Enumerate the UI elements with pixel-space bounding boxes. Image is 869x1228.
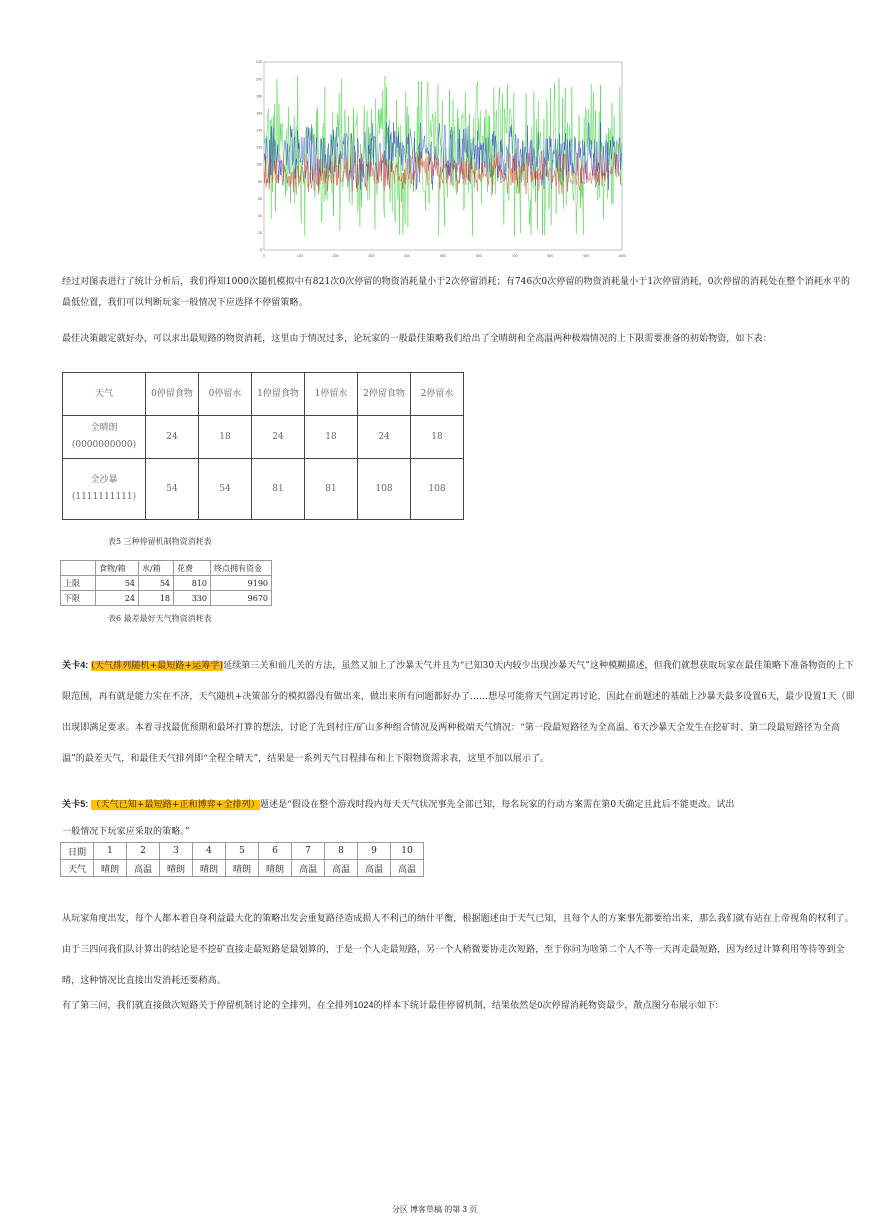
table5-caption: 表5 三种停留机制物资消耗表 [108, 537, 212, 546]
weather-cell: 晴朗 [94, 860, 127, 877]
page-footer: 分区 博客草稿 的第 3 页 [391, 1205, 478, 1214]
table-row-dates [61, 843, 424, 860]
header-cell: 花费 [174, 561, 211, 576]
header-cell: 水/箱 [139, 561, 174, 576]
date-cell: 3 [160, 843, 193, 860]
x-tick-label: 200 [332, 254, 339, 258]
row-label: 下限 [61, 591, 96, 606]
y-tick-label: 200 [256, 77, 262, 82]
y-tick-label: 40 [258, 214, 262, 219]
table-cell: 81 [305, 459, 358, 520]
table-cell: 54 [139, 576, 174, 591]
table-cell: 54 [146, 459, 199, 520]
weather-cell: 晴朗 [160, 860, 193, 877]
level-4-text: 延续第三关和前几关的方法，虽然又加上了沙暴天气并且为“已知30天内较少出现沙暴天气”这种模糊描述，但我们就想获取玩家在最佳策略下准备物资的上下限范围，再有就是能力实在不济，天气随机+决策部分的模拟器没有做出来，做出来所有问题都好办了……想尽可能将天气固定再讨论，因此在前题述的基础上沙暴天最多设置6天，最少设置1天（即出现即满足要求。本着寻找最优预期和最坏打算的想法，讨论了先到村庄/矿山多种组合情况及两种极端天气情况：“第一段最短路径为全高温、6天沙暴天全发生在挖矿时、第二段最短路径为全高温”的最差天气，和最佳天气排列即“全程全晴天”，结果是一系列天气日程排布和上下限物资需求表，这里不加以展示了。 [62, 661, 855, 764]
weather-cell: 高温 [292, 860, 325, 877]
chart-svg [254, 58, 628, 260]
level-4-label: 关卡4: [62, 660, 89, 670]
table-row-weather [61, 860, 424, 877]
table-row [63, 416, 464, 459]
table-cell: 18 [139, 591, 174, 606]
weather-cell: 晴朗 [259, 860, 292, 877]
date-cell: 8 [325, 843, 358, 860]
x-tick-label: 700 [511, 254, 518, 258]
weather-cell: 晴朗 [193, 860, 226, 877]
header-cell: 终点拥有资金 [211, 561, 272, 576]
weather-cell: 高温 [391, 860, 424, 877]
level-5-tag: （天气已知+最短路+正和博弈+全排列） [91, 800, 260, 810]
y-tick-label: 120 [256, 145, 262, 150]
table6-caption: 表6 最差最好天气物资消耗表 [108, 614, 212, 623]
table-cell: 18 [305, 416, 358, 459]
table-cell: 810 [174, 576, 211, 591]
row-label: 全晴朗 [90, 423, 118, 433]
table-row [61, 591, 272, 606]
table-header-row [63, 373, 464, 416]
header-cell: 1停留食物 [252, 373, 305, 416]
date-cell: 10 [391, 843, 424, 860]
table-weather-schedule [60, 842, 424, 877]
date-cell: 2 [127, 843, 160, 860]
paragraph-permutation: 有了第三问，我们就直接做次短路关于停留机制讨论的全排列，在全排列1024的样本下统计最佳停留机制，结果依然是0次停留消耗物资最少，散点图分布展示如下: [62, 1000, 719, 1010]
x-tick-label: 400 [404, 254, 411, 258]
x-tick-label: 900 [583, 254, 590, 258]
y-tick-label: 180 [256, 94, 262, 99]
x-tick-label: 1000 [618, 254, 626, 258]
weather-cell: 高温 [325, 860, 358, 877]
level-5-label: 关卡5: [62, 799, 89, 809]
table-cell: 9670 [211, 591, 272, 606]
paragraph-best-strategy: 最佳决策敲定就好办，可以求出最短路的物资消耗，这里由于情况过多，论玩家的一般最佳策略我们给出了全晴朗和全高温两种极端情况的上下限需要准备的初始物资，如下表： [62, 334, 772, 344]
table-header-row [61, 561, 272, 576]
date-cell: 6 [259, 843, 292, 860]
x-tick-label: 100 [296, 254, 303, 258]
table-cell: 18 [199, 416, 252, 459]
header-cell: 食物/箱 [96, 561, 139, 576]
table-cell: 330 [174, 591, 211, 606]
table-cell: 54 [199, 459, 252, 520]
paragraph-player-perspective: 从玩家角度出发，每个人都本着自身利益最大化的策略出发会重复路径造成损人不利己的纳什平衡，根据题述由于天气已知，且每个人的方案事先都要给出来，那么我们就有站在上帝视角的权利了。由于三四问我们队计算出的结论是不挖矿直接走最短路是最划算的，于是一个人走最短路，另一个人稍微要协走次短路，至于你问为啥第二个人不等一天再走最短路，因为经过计算利用等待等到全晴，这种情况比直接出发消耗还要稍高。 [62, 914, 854, 986]
table-cell: 24 [96, 591, 139, 606]
row-label-cell [63, 416, 146, 459]
table-cell: 108 [411, 459, 464, 520]
table-cell: 54 [96, 576, 139, 591]
y-tick-label: 60 [258, 196, 262, 201]
header-cell: 2停留水 [411, 373, 464, 416]
date-cell: 1 [94, 843, 127, 860]
date-cell: 7 [292, 843, 325, 860]
level-5-text: 题述是“假设在整个游戏时段内每天天气状况事先全部已知，每名玩家的行动方案需在第0天确定且此后不能更改。试出 [259, 800, 735, 810]
table-cell: 108 [358, 459, 411, 520]
table-cell: 9190 [211, 576, 272, 591]
table-row [61, 576, 272, 591]
table-weather-consumption [60, 560, 272, 606]
date-cell: 5 [226, 843, 259, 860]
y-tick-label: 220 [256, 60, 262, 65]
x-tick-label: 0 [263, 254, 265, 258]
row-label: 天气 [61, 860, 94, 877]
level-4-tag: (天气排列随机+最短路+运筹学) [91, 661, 224, 671]
date-cell: 4 [193, 843, 226, 860]
row-sublabel: (0000000000) [71, 440, 137, 450]
row-label: 上限 [61, 576, 96, 591]
x-tick-label: 300 [368, 254, 375, 258]
weather-cell: 高温 [358, 860, 391, 877]
x-tick-label: 800 [547, 254, 554, 258]
y-tick-label: 140 [256, 128, 262, 133]
consumption-line-chart [254, 58, 628, 260]
table-cell: 18 [411, 416, 464, 459]
row-label: 日期 [61, 843, 94, 860]
x-tick-label: 500 [440, 254, 446, 258]
y-tick-label: 100 [256, 162, 262, 167]
header-cell [61, 561, 96, 576]
date-cell: 9 [358, 843, 391, 860]
table-cell: 24 [146, 416, 199, 459]
y-tick-label: 80 [258, 179, 262, 184]
level-5-text-continued: 一般情况下玩家应采取的策略。” [62, 827, 190, 837]
y-tick-label: 0 [260, 248, 262, 253]
weather-cell: 晴朗 [226, 860, 259, 877]
row-label-cell [63, 459, 146, 520]
weather-cell: 高温 [127, 860, 160, 877]
row-label: 全沙暴 [90, 475, 118, 485]
table-cell: 24 [358, 416, 411, 459]
header-cell: 0停留水 [199, 373, 252, 416]
table-cell: 24 [252, 416, 305, 459]
header-cell: 2停留食物 [358, 373, 411, 416]
paragraph-level-5 [62, 794, 858, 815]
y-tick-label: 20 [258, 231, 262, 236]
paragraph-statistics: 经过对图表进行了统计分析后，我们得知1000次随机模拟中有821次0次停留的物资消耗量小于2次停留消耗；有746次0次停留的物资消耗量小于1次停留消耗，0次停留的消耗处在整个消耗水平的最低位置，我们可以判断玩家一般情况下应选择不停留策略。 [62, 277, 851, 308]
table-row [63, 459, 464, 520]
y-tick-label: 160 [256, 111, 262, 116]
header-cell: 1停留水 [305, 373, 358, 416]
table-cell: 81 [252, 459, 305, 520]
row-sublabel: (1111111111) [71, 492, 137, 502]
header-cell: 天气 [63, 373, 146, 416]
table-stay-consumption [62, 372, 464, 520]
header-cell: 0停留食物 [146, 373, 199, 416]
paragraph-level-4 [62, 650, 858, 775]
x-tick-label: 600 [475, 254, 482, 258]
